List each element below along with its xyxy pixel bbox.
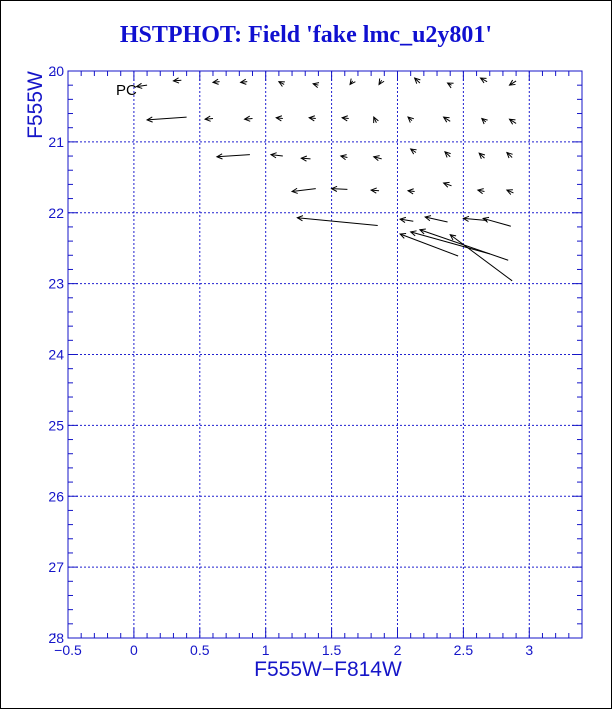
x-tick-label: 0.5 (190, 642, 210, 658)
vector-shaft (147, 117, 187, 120)
vector-arrow (276, 116, 283, 121)
vector-arrow (374, 156, 382, 161)
vector-arrow (350, 79, 355, 85)
vector-arrow (408, 117, 414, 123)
vector-shaft (332, 189, 348, 190)
vector-arrow (510, 119, 517, 124)
y-tick-label: 22 (48, 204, 64, 221)
y-tick-label: 24 (48, 346, 64, 363)
vector-arrow (217, 154, 250, 159)
vector-arrow (479, 153, 485, 159)
y-tick-labels (48, 63, 64, 646)
vector-arrow (415, 78, 421, 84)
x-tick-label: 2 (393, 642, 402, 658)
vector-arrow (411, 149, 417, 154)
vector-arrow (279, 82, 285, 87)
vector-arrow (448, 83, 454, 88)
x-tick-label: 1.5 (321, 642, 342, 658)
x-axis-label: F555W−F814W (254, 658, 402, 681)
vector-arrow (444, 117, 451, 122)
x-tick-label: 1 (261, 642, 270, 658)
y-axis-label: F555W (24, 71, 47, 139)
vector-head (510, 119, 516, 124)
vector-arrow (205, 116, 213, 121)
x-tick-label: −0.5 (54, 642, 82, 658)
y-tick-label: 23 (48, 275, 64, 292)
x-tick-label: 3 (525, 642, 534, 658)
vector-head (444, 117, 450, 122)
x-tick-labels (54, 642, 533, 658)
vector-arrow (507, 190, 514, 195)
vector-arrow (445, 152, 451, 158)
vector-arrow (400, 217, 413, 222)
vector-arrow (425, 216, 447, 222)
vector-arrow (482, 118, 488, 124)
vector-head (379, 78, 384, 84)
y-tick-label: 26 (48, 488, 64, 505)
displacement-vectors (137, 78, 517, 281)
vector-arrow (313, 83, 319, 88)
vector-arrow (478, 189, 485, 194)
vector-arrow (483, 217, 511, 226)
vector-arrow (332, 186, 348, 191)
vector-arrow (245, 116, 253, 121)
vector-arrow (371, 188, 379, 193)
y-tick-label: 25 (48, 417, 64, 434)
chart-title: HSTPHOT: Field 'fake lmc_u2y801' (119, 22, 493, 48)
vector-arrow (408, 189, 415, 194)
y-tick-label: 27 (48, 559, 64, 576)
y-tick-label: 20 (48, 63, 64, 79)
vector-arrow (444, 182, 452, 187)
vector-arrow (342, 116, 349, 121)
pc-annotation: PC (116, 82, 137, 99)
vector-arrow (301, 156, 310, 161)
vector-arrow (137, 83, 148, 88)
vector-arrow (297, 216, 377, 226)
vector-arrow (271, 153, 283, 158)
grid-lines (68, 71, 582, 638)
vector-head (448, 83, 454, 88)
x-tick-label: 2.5 (453, 642, 474, 658)
y-tick-label: 21 (48, 133, 64, 150)
vector-arrow (341, 155, 348, 160)
vector-arrow (173, 78, 181, 83)
vector-arrow (147, 117, 187, 122)
x-tick-label: 0 (129, 642, 138, 658)
vector-arrow (481, 78, 488, 83)
vector-arrow (510, 80, 517, 85)
y-tick-label: 28 (48, 630, 64, 646)
vector-arrow (507, 153, 513, 159)
vector-shaft (297, 218, 377, 226)
vector-shaft (217, 155, 250, 157)
vector-arrow (241, 79, 248, 84)
vector-arrow (450, 235, 512, 281)
vector-head (510, 80, 516, 85)
vector-arrow (213, 79, 220, 84)
vector-arrow (292, 188, 316, 193)
vector-arrow (374, 117, 379, 123)
vector-arrow (379, 78, 384, 84)
vector-shaft (450, 235, 512, 281)
vector-arrow (309, 116, 316, 121)
